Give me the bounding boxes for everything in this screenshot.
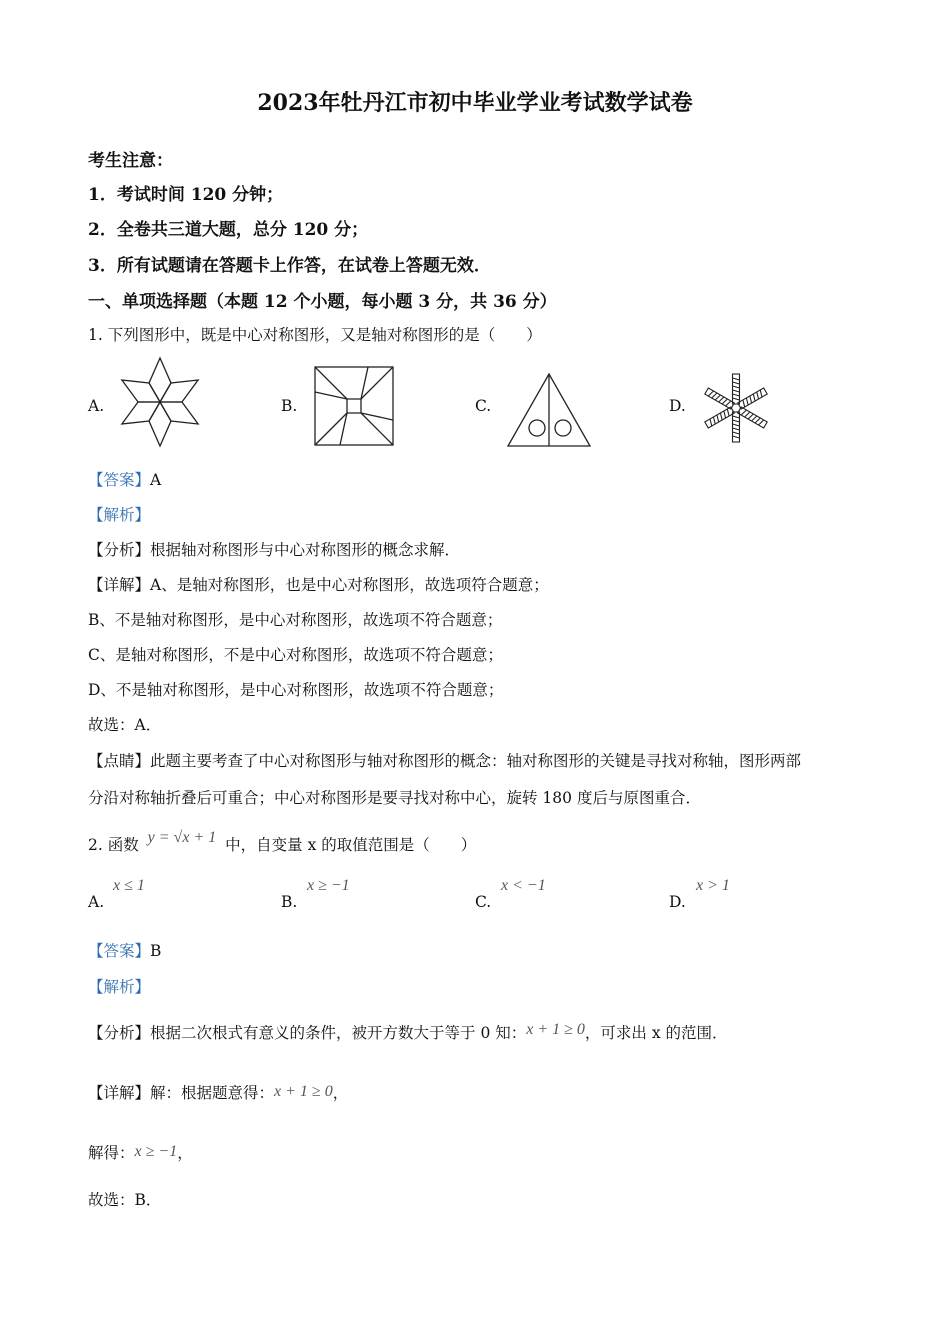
explain-line: D、不是轴对称图形，是中心对称图形，故选项不符合题意； xyxy=(88,681,504,699)
answer-line xyxy=(88,468,161,490)
option-a-label: A. xyxy=(88,893,105,911)
figure-d-spokes xyxy=(700,372,772,444)
jiede-text-post: ， xyxy=(177,1144,193,1162)
q2-formula: y = √x + 1 xyxy=(147,829,217,846)
analysis-tag: 【解析】 xyxy=(88,978,151,996)
xiangjie-text-post: ， xyxy=(332,1084,349,1102)
option-c-label: C. xyxy=(475,893,492,911)
option-d-math: x > 1 xyxy=(696,877,730,894)
option-c-label: C. xyxy=(475,397,492,415)
jiede-line xyxy=(88,1141,193,1163)
dianjing-text: 此题主要考查了中心对称图形与轴对称图形的概念：轴对称图形的关键是寻找对称轴，图形两部 xyxy=(150,752,802,770)
option-b-label: B. xyxy=(281,893,298,911)
notice-item: 2．全卷共三道大题，总分 120 分； xyxy=(88,220,369,240)
option-a-label: A. xyxy=(88,397,105,415)
explain-line: C、是轴对称图形，不是中心对称图形，故选项不符合题意； xyxy=(88,646,503,664)
question-1-stem: 1. 下列图形中，既是中心对称图形，又是轴对称图形的是（ ） xyxy=(88,326,542,344)
figure-a-star xyxy=(118,356,202,448)
jiede-text: 解得： xyxy=(88,1144,135,1162)
answer-value: A xyxy=(150,471,162,489)
xiangjie-text: A、是轴对称图形，也是中心对称图形，故选项符合题意； xyxy=(150,576,549,594)
figure-b-square-pinwheel xyxy=(312,364,396,448)
answer-tag: 【答案】 xyxy=(88,942,151,960)
guxuan-line: 故选：B． xyxy=(88,1191,162,1209)
question-2-stem xyxy=(88,829,477,855)
fenxi-line xyxy=(88,538,460,560)
explain-line: B、不是轴对称图形，是中心对称图形，故选项不符合题意； xyxy=(88,611,503,629)
xiangjie-line xyxy=(88,573,549,595)
notice-item: 1．考试时间 120 分钟； xyxy=(88,185,284,205)
fenxi-text-post: ，可求出 x 的范围． xyxy=(584,1024,728,1042)
xiangjie-text: 解：根据题意得： xyxy=(150,1084,275,1102)
analysis-tag: 【解析】 xyxy=(88,506,151,524)
dianjing-tag: 【点睛】 xyxy=(88,752,151,770)
notice-heading: 考生注意： xyxy=(88,151,173,171)
answer-value: B xyxy=(150,942,162,960)
section-heading: 一、单项选择题（本题 12 个小题，每小题 3 分，共 36 分） xyxy=(88,292,557,312)
answer-tag: 【答案】 xyxy=(88,471,151,489)
dianjing-line: 分沿对称轴折叠后可重合；中心对称图形是要寻找对称中心，旋转 180 度后与原图重合． xyxy=(88,789,701,807)
option-b-label: B. xyxy=(281,397,298,415)
dianjing-line xyxy=(88,749,801,771)
fenxi-tag: 【分析】 xyxy=(88,541,151,559)
xiangjie-line xyxy=(88,1081,348,1103)
xiangjie-tag: 【详解】 xyxy=(88,576,151,594)
q2-stem-post: 中，自变量 x 的取值范围是（ ） xyxy=(225,836,477,854)
fenxi-math: x + 1 ≥ 0 xyxy=(526,1021,585,1038)
option-d-label: D. xyxy=(669,893,686,911)
option-b-math: x ≥ −1 xyxy=(307,877,350,894)
figure-c-triangle-circles xyxy=(506,372,592,448)
xiangjie-tag: 【详解】 xyxy=(88,1084,151,1102)
fenxi-tag: 【分析】 xyxy=(88,1024,151,1042)
q2-stem-pre: 2. 函数 xyxy=(88,836,139,854)
option-a-math: x ≤ 1 xyxy=(113,877,145,894)
explain-line: 故选：A． xyxy=(88,716,162,734)
notice-item: 3．所有试题请在答题卡上作答，在试卷上答题无效． xyxy=(88,256,491,276)
fenxi-text: 根据二次根式有意义的条件，被开方数大于等于 0 知： xyxy=(150,1024,527,1042)
page-title: 2023年牡丹江市初中毕业学业考试数学试卷 xyxy=(257,90,693,116)
option-d-label: D. xyxy=(669,397,686,415)
fenxi-text: 根据轴对称图形与中心对称图形的概念求解． xyxy=(150,541,461,559)
answer-line xyxy=(88,939,161,961)
fenxi-line xyxy=(88,1021,728,1043)
option-c-math: x < −1 xyxy=(501,877,546,894)
xiangjie-math: x + 1 ≥ 0 xyxy=(274,1083,333,1100)
jiede-math: x ≥ −1 xyxy=(134,1143,178,1160)
